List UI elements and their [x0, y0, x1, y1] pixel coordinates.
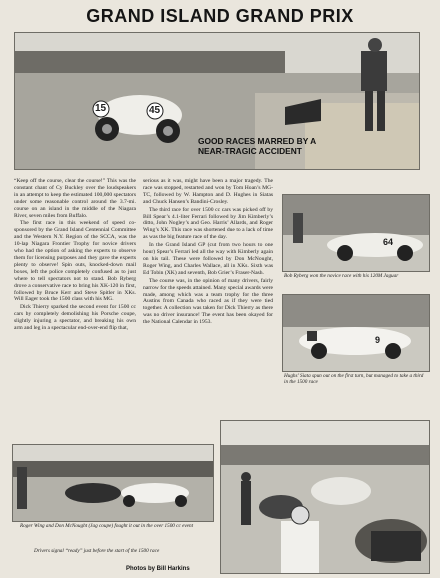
- car-number-9: 9: [375, 335, 381, 345]
- car-number-64: 64: [383, 237, 394, 247]
- article-headline: GOOD RACES MARRED BY A NEAR-TRAGIC ACCIDENT: [198, 136, 316, 156]
- paragraph-3: Dick Thierry sparked the second event for 1500 cc cars by completely demolishing his Porsche coupe, slightly injuring a spectator, and breaking his own arm and leg in a spectacular end-over-end flip that,: [14, 304, 136, 332]
- caption-wing-mcnought: Roger Wing and Don McNought (Jag coupe) fought it out in the over 1500 cc event: [20, 523, 194, 529]
- photo-drivers-ready: [220, 420, 430, 574]
- paragraph-5: The third race for over 1500 cc cars was picked off by Bill Spear’s 4.1-liter Ferrari followed by Jim Kimberly’s ditto, John Nogley’s and Geo. Harris’ Allards, and Roger Wing’s XK. This race was shortened due to a lack of time as was the big feature race of the day.: [143, 206, 273, 241]
- paragraph-2: The first race in this weekend of speed co-sponsored by the Grand Island Centennial Committee and the Western N.Y. Region of the SCCA, was the 10-lap Niagara Frontier Trophy for novice drivers who had the option of asking the experts to observe them for licensing purposes and they gave the experts plenty to observe! Spin outs, knocked-down mail boxes, left the police completely confused as to just where to tell spectators not to stand. Bob Ryberg drove a conservative race to bring his XK-120 in first, followed by Bruce Kerr and Steve Spitler in XKs. Will Eager took the 1500 class with his MG.: [14, 220, 136, 303]
- caption-ryberg: Bob Ryberg won the novice race with his 120M Jaguar: [284, 273, 399, 279]
- caption-drivers-signal: Drivers signal “ready” just before the start of the 1500 race: [34, 548, 160, 554]
- paragraph-4: serious as it was, might have been a major tragedy. The race was stopped, restarted and won by Tom Hoan’s MG-TC, followed by W. Hampton and D. Hughes in Siatas and Chuck Hansen’s Bandini-Crosley.: [143, 178, 273, 205]
- photo-credit: Photos by Bill Harkins: [126, 566, 190, 572]
- paragraph-6: In the Grand Island GP (cut from two hours to one hour) Spear’s Ferrari led all the way with Kimberly again on his tail. These were followed by Don McNought, Roger Wing, and Charles Wallace, all in XKs. Sixth was Ed Tobin (XK) and seventh, Bob Grier’s Fraser-Nash.: [143, 242, 273, 276]
- paragraph-1: “Keep off the course, clear the course!” This was the constant chant of Cy Buckley over the loudspeakers in an attempt to keep the estimated 100,000 spectators under some reasonable control around the 3.7-mi. course on an island in the middle of the Niagara River, seven miles from Buffalo.: [14, 178, 136, 219]
- caption-hughs: Hughs’ Siata spun out on the first turn, but managed to take a third in the 1500 race: [284, 373, 424, 386]
- article-column-2: [143, 178, 273, 433]
- photo-ryberg-jaguar: [282, 194, 430, 272]
- page-title: GRAND ISLAND GRAND PRIX: [86, 6, 354, 26]
- photo-hughs-siata: [282, 294, 430, 372]
- car-number-45: 45: [149, 105, 161, 116]
- photo-wing-mcnought: [12, 444, 214, 522]
- article-column-1: [14, 178, 136, 433]
- paragraph-7: The course was, in the opinion of many drivers, fairly narrow for the speeds attained. Many special awards were made, among which was a team trophy for the three Austins from Canada who raced as if they were tied together. A collection was taken for Dick Thierry as there was no driver insurance! The event has been okayed for the National Calendar in 1953.: [143, 277, 273, 326]
- car-number-15: 15: [95, 103, 107, 114]
